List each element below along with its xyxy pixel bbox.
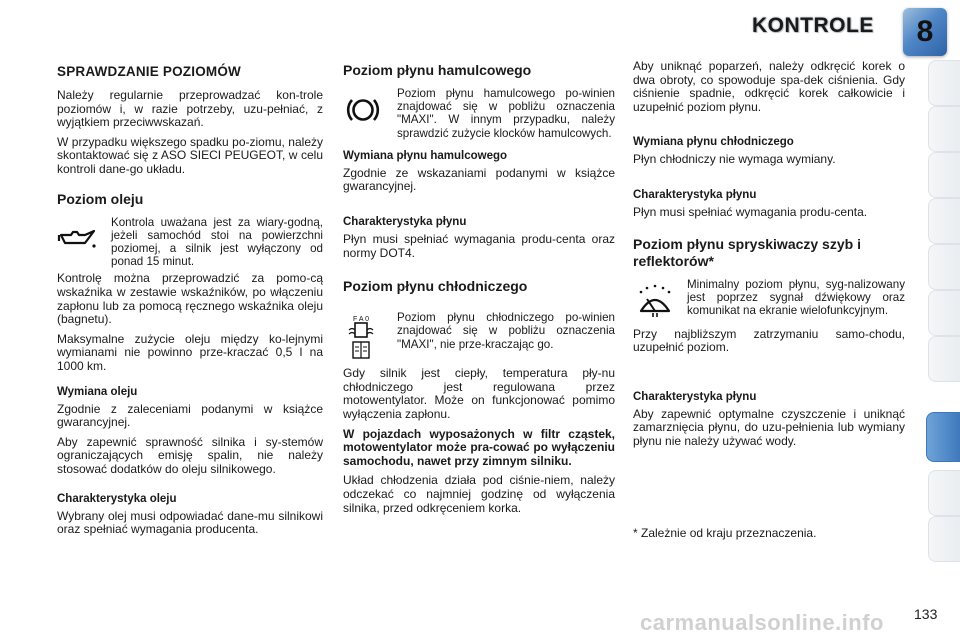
section-heading: SPRAWDZANIE POZIOMÓW	[57, 64, 241, 79]
footnote: * Zależnie od kraju przeznaczenia.	[633, 525, 817, 540]
chapter-tab-active[interactable]	[926, 412, 960, 462]
subsection-title: Charakterystyka płynu	[633, 188, 757, 201]
paragraph-bold: W pojazdach wyposażonych w filtr cząstek, motowentylator może pra-cować po wyłączeniu samochodu, nawet przy zimnym silniku.	[343, 426, 615, 468]
chapter-number: 8	[916, 15, 934, 48]
svg-text:F A 0: F A 0	[353, 316, 369, 324]
subsection-title-coolant: Poziom płynu chłodniczego	[343, 278, 528, 295]
paragraph: Aby zapewnić sprawność silnika i sy-stemów ograniczających emisję spalin, nie należy stosować dodatków do oleju silnikowego.	[57, 434, 323, 476]
chapter-tab[interactable]	[928, 152, 960, 198]
watermark: carmanualsonline.info	[640, 610, 884, 635]
subsection-title-brake: Poziom płynu hamulcowego	[343, 62, 532, 78]
paragraph: Gdy silnik jest ciepły, temperatura pły-nu chłodniczego jest regulowana przez motowentylator. Może on funkcjonować pomimo wyłączenia zapłonu.	[343, 366, 615, 421]
paragraph: Układ chłodzenia działa pod ciśnie-niem, należy odczekać co najmniej godzinę od wyłączenia silnika, przed odkręceniem korka.	[343, 473, 615, 515]
subsection-title: Charakterystyka oleju	[57, 492, 177, 505]
column-right	[633, 58, 905, 546]
paragraph: Zgodnie z zaleceniami podanymi w książce gwarancyjnej.	[57, 401, 323, 430]
oil-icon-text: Kontrola uważana jest za wiary-godną, jeżeli samochód stoi na powierzchni poziomej, a silnik jest wyłączony od ponad 15 minut.	[111, 215, 323, 269]
chapter-tab[interactable]	[928, 60, 960, 106]
washer-icon-row	[633, 278, 905, 324]
chapter-tab-rail	[928, 60, 960, 580]
subsection-title: Charakterystyka płynu	[343, 216, 467, 228]
paragraph: Wybrany olej musi odpowiadać dane-mu silnikowi oraz spełniać wymagania producenta.	[57, 508, 323, 537]
paragraph: Aby zapewnić optymalne czyszczenie i uniknąć zamarznięcia płynu, do uzu-pełnienia lub wymiany płynu nie należy używać wody.	[633, 406, 905, 448]
page-number: 133	[914, 606, 938, 622]
subsection-title-oil: Poziom oleju	[57, 190, 144, 207]
chapter-tab[interactable]	[928, 290, 960, 336]
coolant-icon-text: Poziom płynu chłodniczego po-winien znajdować się w pobliżu oznaczenia "MAXI", nie prze-kraczając go.	[397, 311, 615, 351]
subsection-title: Wymiana płynu hamulcowego	[343, 149, 508, 162]
paragraph: Kontrolę można przeprowadzić za pomo-cą wskaźnika w zestawie wskaźników, po włączeniu zapłonu lub za pomocą ręcznego wskaźnika oleju (bagnetu).	[57, 271, 323, 327]
chapter-title: KONTROLE	[752, 14, 874, 37]
paragraph: Płyn musi spełniać wymagania produ-centa.	[633, 204, 868, 219]
subsection-title: Wymiana oleju	[57, 385, 138, 398]
subsection-title-washer: Poziom płynu spryskiwaczy szyb i reflektorów*	[633, 235, 861, 269]
oil-icon-row	[57, 216, 323, 269]
chapter-tab[interactable]	[928, 336, 960, 382]
chapter-tab[interactable]	[928, 244, 960, 290]
paragraph: Należy regularnie przeprowadzać kon-trole poziomów i, w razie potrzeby, uzu-pełniać, z wyjątkiem przeciwwskazań.	[57, 88, 323, 130]
paragraph: W przypadku większego spadku po-ziomu, należy skontaktować się z ASO SIECI PEUGEOT, w celu kontroli dane-go układu.	[57, 134, 323, 176]
brake-icon-row	[343, 87, 615, 140]
brake-warning-icon	[343, 87, 397, 133]
subsection-title: Wymiana płynu chłodniczego	[633, 136, 794, 149]
chapter-tab[interactable]	[928, 470, 960, 516]
chapter-tab[interactable]	[928, 198, 960, 244]
subsection-title: Charakterystyka płynu	[633, 390, 757, 403]
washer-fluid-icon	[633, 278, 687, 324]
chapter-tab[interactable]	[928, 106, 960, 152]
column-left	[57, 58, 323, 543]
washer-icon-text: Minimalny poziom płynu, syg-nalizowany jest poprzez sygnał dźwiękowy oraz komunikat na ekranie wielofunkcyjnym.	[687, 277, 905, 317]
chapter-number-badge	[903, 8, 947, 56]
oil-can-icon	[57, 216, 111, 262]
paragraph: Przy najbliższym zatrzymaniu samo-chodu, uzupełnić poziom.	[633, 326, 905, 355]
paragraph: Zgodnie ze wskazaniami podanymi w książce gwarancyjnej.	[343, 165, 615, 194]
column-middle	[343, 58, 615, 521]
coolant-icon-row	[343, 311, 615, 363]
paragraph: Płyn chłodniczy nie wymaga wymiany.	[633, 152, 836, 167]
paragraph: Płyn musi spełniać wymagania produ-centa oraz normy DOT4.	[343, 232, 615, 260]
paragraph: Maksymalne zużycie oleju między ko-lejnymi wymianami nie powinno prze-kraczać 0,5 l na 1000 km.	[57, 331, 323, 373]
coolant-warning-icon	[343, 311, 397, 363]
brake-icon-text: Poziom płynu hamulcowego po-winien znajdować się w pobliżu oznaczenia "MAXI". W innym przypadku, należy sprawdzić zużycie klocków hamulcowych.	[397, 87, 615, 140]
paragraph: Aby uniknąć poparzeń, należy odkręcić korek o dwa obroty, co spowoduje spa-dek ciśnienia. Gdy ciśnienie spadnie, odkręcić korek całkowicie i uzupełnić poziom płynu.	[633, 59, 905, 114]
chapter-tab[interactable]	[928, 516, 960, 562]
